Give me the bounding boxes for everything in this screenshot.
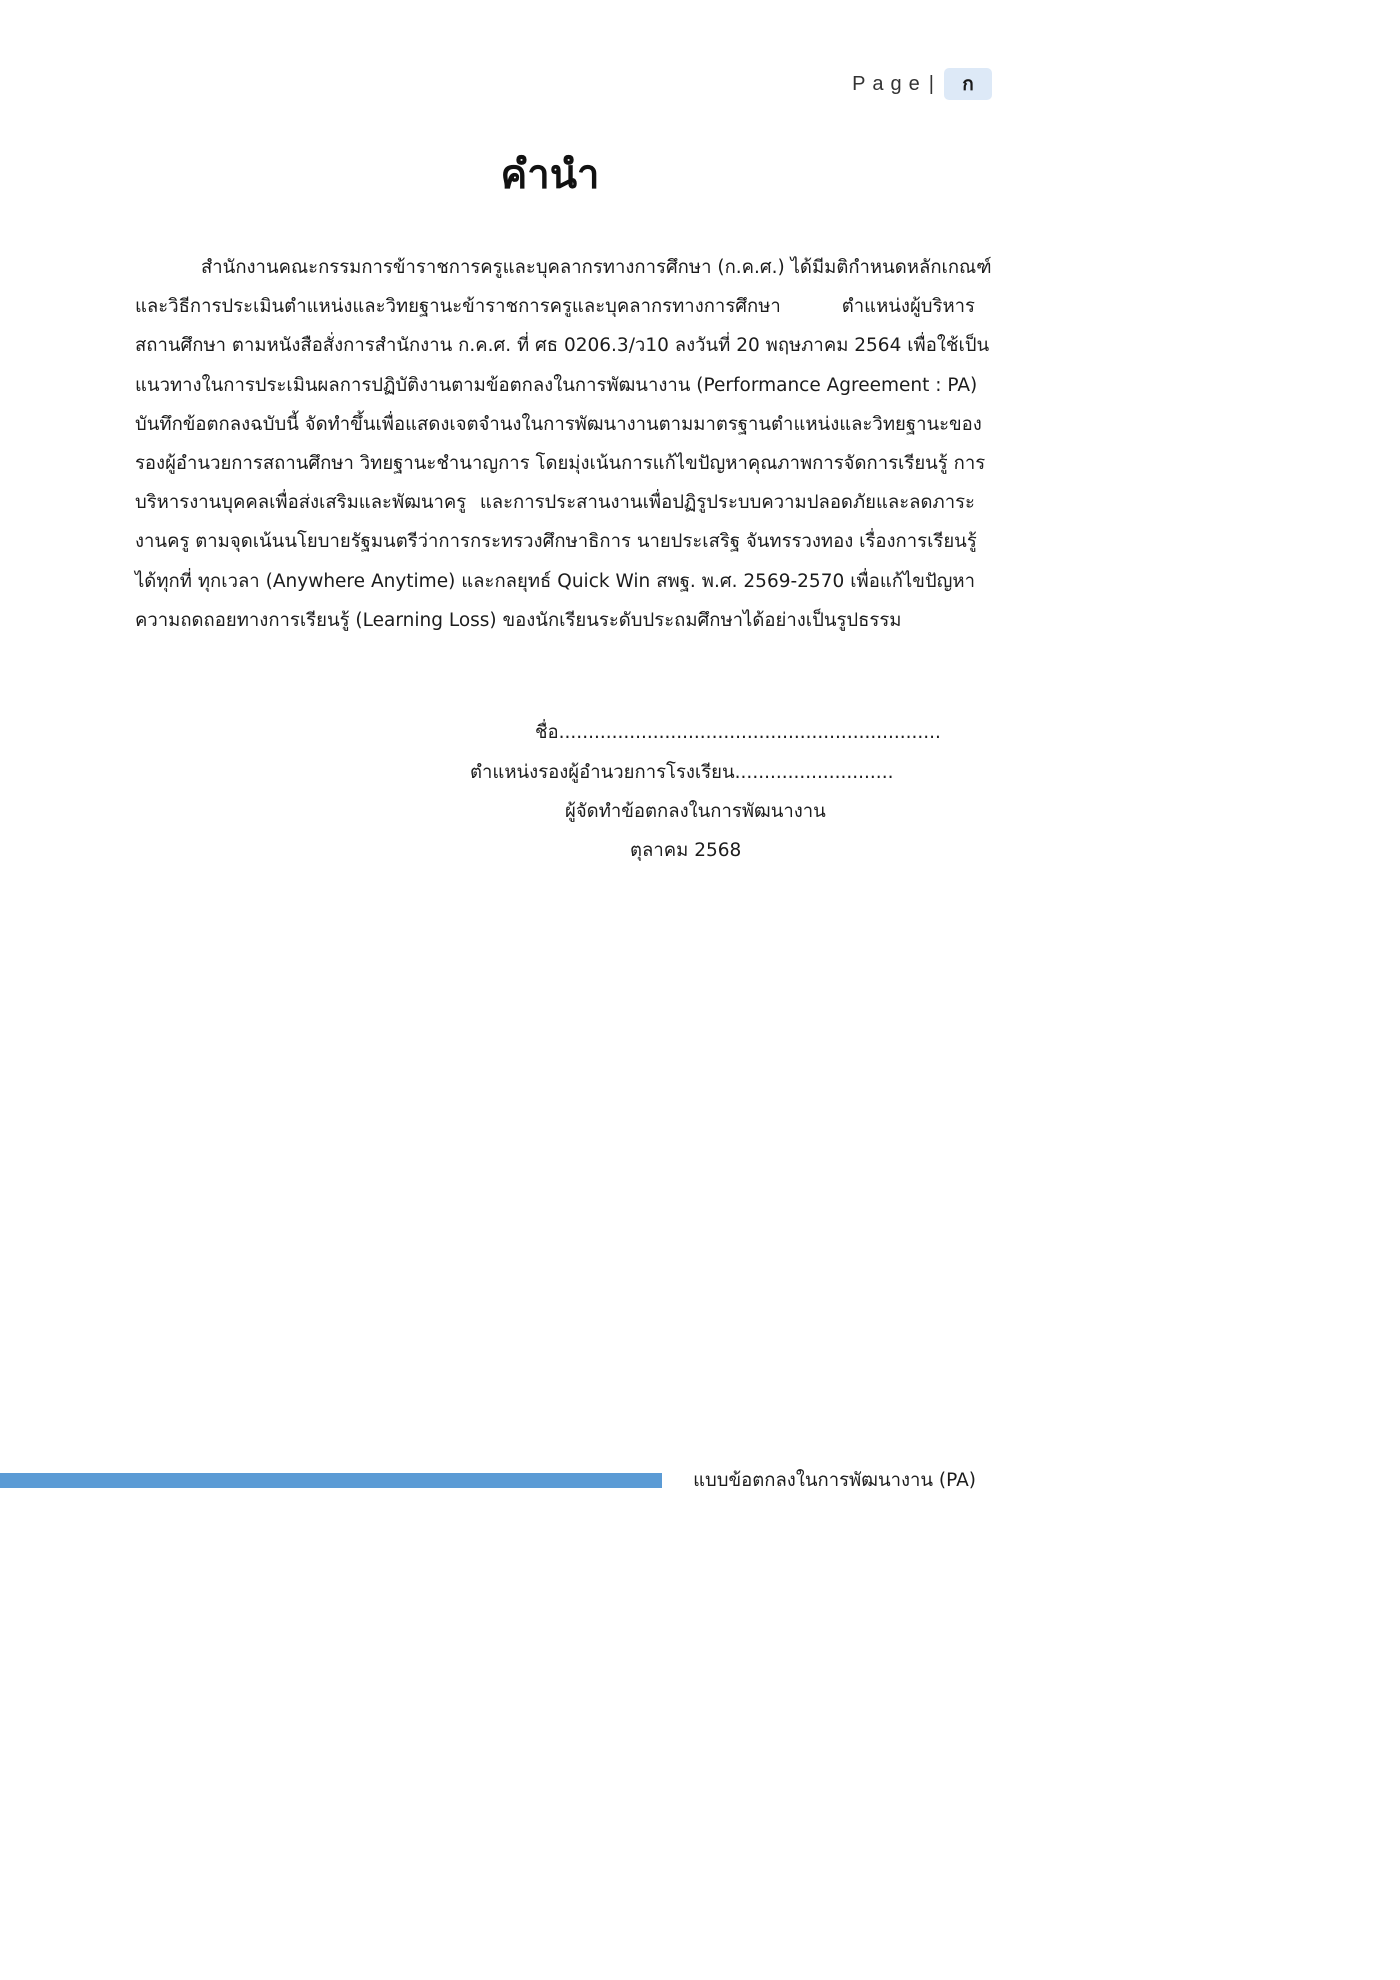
paragraph-line: สำนักงานคณะกรรมการข้าราชการครูและบุคลากรทางการศึกษา (ก.ค.ศ.) ได้มีมติกำหนดหลักเกณฑ์: [201, 257, 992, 278]
paragraph-line: บริหารงานบุคคลเพื่อส่งเสริมและพัฒนาครู และการประสานงานเพื่อปฏิรูประบบความปลอดภัยและลดภาระ: [135, 492, 975, 514]
paragraph-line: รองผู้อำนวยการสถานศึกษา วิทยฐานะชำนาญการ โดยมุ่งเน้นการแก้ไขปัญหาคุณภาพการจัดการเรียนรู้ การ: [135, 453, 986, 475]
footer-bar: [0, 1473, 662, 1488]
page-header: [852, 68, 992, 100]
signature-name-line: ชื่อ.................................................................: [535, 722, 941, 743]
preface-paragraph: [135, 248, 992, 640]
paragraph-line: แนวทางในการประเมินผลการปฏิบัติงานตามข้อตกลงในการพัฒนางาน (Performance Agreement : PA): [135, 374, 978, 396]
paragraph-line: และวิธีการประเมินตำแหน่งและวิทยฐานะข้าราชการครูและบุคลากรทางการศึกษา ตำแหน่งผู้บริหาร: [135, 296, 975, 318]
page-title: คำนำ: [500, 152, 600, 198]
paragraph-line: บันทึกข้อตกลงฉบับนี้ จัดทำขึ้นเพื่อแสดงเจตจำนงในการพัฒนางานตามมาตรฐานตำแหน่งและวิทยฐานะของ: [135, 413, 982, 435]
page-label: Page: [852, 72, 927, 95]
page-separator: |: [928, 72, 934, 95]
signature-date-line: ตุลาคม 2568: [630, 840, 742, 861]
paragraph-line: งานครู ตามจุดเน้นนโยบายรัฐมนตรีว่าการกระทรวงศึกษาธิการ นายประเสริฐ จันทรรวงทอง เรื่องการเรียนรู้: [135, 531, 977, 553]
signature-role-line: ผู้จัดทำข้อตกลงในการพัฒนางาน: [565, 801, 826, 822]
footer-text: แบบข้อตกลงในการพัฒนางาน (PA): [693, 1470, 976, 1491]
paragraph-line: ความถดถอยทางการเรียนรู้ (Learning Loss) ของนักเรียนระดับประถมศึกษาได้อย่างเป็นรูปธรรม: [135, 609, 902, 631]
paragraph-line: สถานศึกษา ตามหนังสือสั่งการสำนักงาน ก.ค.ศ. ที่ ศธ 0206.3/ว10 ลงวันที่ 20 พฤษภาคม 2564 เพื่อใช้เป็น: [135, 335, 990, 357]
signature-position-line: ตำแหน่งรองผู้อำนวยการโรงเรียน...........................: [470, 762, 894, 783]
paragraph-line: ได้ทุกที่ ทุกเวลา (Anywhere Anytime) และกลยุทธ์ Quick Win สพฐ. พ.ศ. 2569-2570 เพื่อแก้ไขปัญหา: [135, 570, 975, 592]
page-number: ก: [944, 68, 992, 100]
